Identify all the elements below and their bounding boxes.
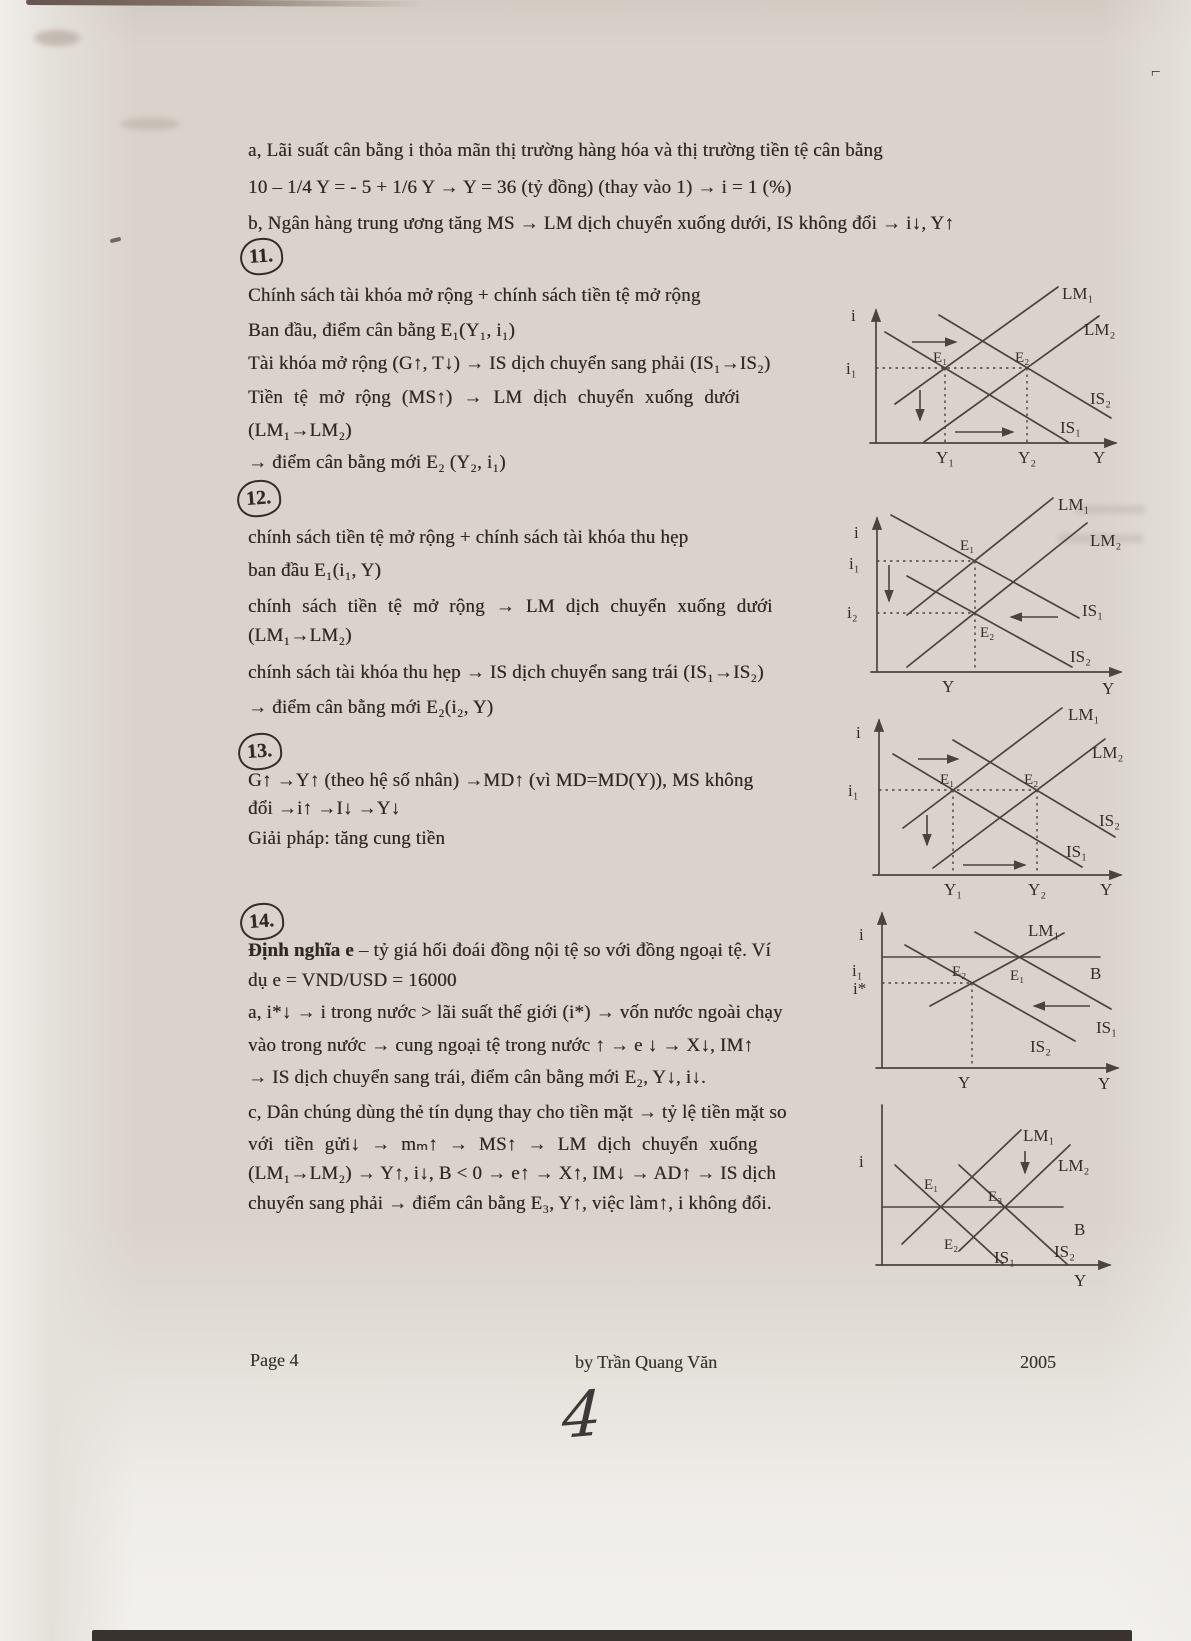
label-e2: E₂ bbox=[1015, 350, 1030, 366]
section-11-number-badge: 11. bbox=[239, 237, 284, 277]
label-is2: IS₂ bbox=[1090, 389, 1112, 408]
label-i-star: i* bbox=[853, 979, 867, 998]
islm-diagram-13 bbox=[806, 692, 1176, 907]
curve-lm1 bbox=[903, 708, 1062, 828]
label-i: i bbox=[851, 306, 856, 325]
section-11-line: Chính sách tài khóa mở rộng + chính sách tiền tệ mở rộng bbox=[248, 285, 701, 306]
label-i: i bbox=[856, 723, 861, 742]
section-14-line: (LM₁→LM₂) → Y↑, i↓, B < 0 → e↑ → X↑, IM↓ → AD↑ → IS dịch bbox=[248, 1163, 776, 1184]
label-bp: B bbox=[1074, 1220, 1086, 1239]
page-number-label: Page 4 bbox=[250, 1350, 299, 1370]
label-y-mid: Y bbox=[958, 1073, 971, 1092]
section-11-line: → điểm cân bằng mới E₂ (Y₂, i₁) bbox=[248, 452, 506, 473]
section-11-line: Tài khóa mở rộng (G↑, T↓) → IS dịch chuyển sang phải (IS₁→IS₂) bbox=[248, 353, 771, 374]
label-lm1: LM₁ bbox=[1058, 495, 1090, 514]
label-y2: Y₂ bbox=[1018, 448, 1037, 467]
label-y-axis-end: Y bbox=[1098, 1074, 1111, 1093]
label-y2: Y₂ bbox=[1028, 880, 1047, 899]
label-is1: IS₁ bbox=[994, 1248, 1016, 1267]
section-12-line: ban đầu E₁(i₁, Y) bbox=[248, 560, 382, 581]
label-y-axis-end: Y bbox=[1093, 448, 1106, 467]
label-i2: i₂ bbox=[847, 603, 858, 622]
section-13-line: đổi →i↑ →I↓ →Y↓ bbox=[248, 798, 401, 819]
label-lm1: LM₁ bbox=[1028, 921, 1060, 940]
label-is2: IS₂ bbox=[1070, 647, 1092, 666]
section-14-line: dụ e = VND/USD = 16000 bbox=[248, 970, 457, 991]
section-14-line: a, i*↓ → i trong nước > lãi suất thế giới (i*) → vốn nước ngoài chạy bbox=[248, 1002, 783, 1023]
label-is2: IS₂ bbox=[1099, 811, 1121, 830]
label-lm2: LM₂ bbox=[1092, 743, 1124, 762]
curve-lm2 bbox=[907, 523, 1087, 667]
section-14-number-badge: 14. bbox=[239, 902, 285, 942]
curve-lm2 bbox=[959, 1145, 1070, 1251]
scan-smudge bbox=[120, 118, 180, 130]
section-13-line: Giải pháp: tăng cung tiền bbox=[248, 828, 446, 849]
section-12-number-badge: 12. bbox=[236, 479, 282, 519]
handwritten-page-number: 4 bbox=[560, 1376, 603, 1453]
curve-is1 bbox=[885, 332, 1068, 442]
curve-is2 bbox=[907, 576, 1072, 667]
label-e2: E₂ bbox=[944, 1237, 959, 1253]
label-e1: E₁ bbox=[1010, 968, 1025, 984]
label-lm1: LM₁ bbox=[1023, 1126, 1055, 1145]
scan-speck bbox=[110, 237, 122, 243]
label-y-axis-end: Y bbox=[1102, 679, 1115, 698]
scan-edge-artifact bbox=[26, 0, 426, 7]
year-label: 2005 bbox=[1020, 1352, 1056, 1372]
scan-smudge bbox=[34, 30, 80, 46]
label-is1: IS₁ bbox=[1082, 601, 1104, 620]
label-i1: i₁ bbox=[848, 781, 859, 800]
scan-bottom-edge bbox=[92, 1630, 1132, 1641]
label-e3: E₃ bbox=[988, 1189, 1003, 1205]
label-e1: E₁ bbox=[924, 1177, 939, 1193]
label-i: i bbox=[859, 1152, 864, 1171]
label-is2: IS₂ bbox=[1054, 1242, 1076, 1261]
label-e1: E₁ bbox=[933, 350, 948, 366]
label-lm1: LM₁ bbox=[1062, 284, 1094, 303]
label-y-mid: Y bbox=[942, 677, 955, 696]
label-is1: IS₁ bbox=[1066, 842, 1088, 861]
label-i1: i₁ bbox=[849, 554, 860, 573]
section-14-line: vào trong nước → cung ngoại tệ trong nước ↑ → e ↓ → X↓, IM↑ bbox=[248, 1035, 754, 1056]
curve-is1 bbox=[893, 754, 1082, 867]
section-14-line: với tiền gửi↓ → mₘ↑ → MS↑ → LM dịch chuyển xuống bbox=[248, 1134, 758, 1155]
label-e2: E₂ bbox=[1024, 772, 1039, 788]
section-14-line: chuyển sang phải → điểm cân bằng E₃, Y↑, việc làm↑, i không đổi. bbox=[248, 1193, 772, 1214]
term-definition-rest: – tỷ giá hối đoái đồng nội tệ so với đồng ngoại tệ. Ví bbox=[358, 940, 771, 961]
section-12-line: chính sách tiền tệ mở rộng → LM dịch chuyển xuống dưới bbox=[248, 596, 773, 617]
label-y1: Y₁ bbox=[936, 448, 955, 467]
intro-line-a: a, Lãi suất cân bằng i thỏa mãn thị trường hàng hóa và thị trường tiền tệ cân bằng bbox=[248, 140, 883, 161]
label-i1: i₁ bbox=[852, 961, 863, 980]
term-definition: Định nghĩa e bbox=[248, 940, 354, 961]
label-y1: Y₁ bbox=[944, 880, 963, 899]
label-e2: E₂ bbox=[952, 964, 967, 980]
label-is1: IS₁ bbox=[1060, 418, 1082, 437]
section-12-line: (LM₁→LM₂) bbox=[248, 625, 352, 646]
label-i: i bbox=[859, 925, 864, 944]
islm-diagram-12 bbox=[806, 488, 1176, 700]
intro-line-equation: 10 – 1/4 Y = - 5 + 1/6 Y → Y = 36 (tỷ đồng) (thay vào 1) → i = 1 (%) bbox=[248, 177, 792, 198]
curve-lm1 bbox=[907, 498, 1053, 615]
label-y-axis-end: Y bbox=[1100, 880, 1113, 899]
corner-crop-mark: ⌐ bbox=[1151, 61, 1161, 82]
intro-line-b: b, Ngân hàng trung ương tăng MS → LM dịch chuyển xuống dưới, IS không đổi → i↓, Y↑ bbox=[248, 213, 955, 234]
section-14-line: c, Dân chúng dùng thẻ tín dụng thay cho tiền mặt → tỷ lệ tiền mặt so bbox=[248, 1102, 787, 1123]
islm-bp-diagram-14 bbox=[806, 878, 1176, 1093]
label-lm2: LM₂ bbox=[1090, 531, 1122, 550]
section-11-line: (LM₁→LM₂) bbox=[248, 420, 352, 441]
label-i1: i₁ bbox=[846, 359, 857, 378]
curve-is1 bbox=[891, 515, 1079, 618]
curve-is2 bbox=[953, 740, 1115, 837]
label-e1: E₁ bbox=[940, 772, 955, 788]
label-lm1: LM₁ bbox=[1068, 705, 1100, 724]
islm-diagram-11 bbox=[806, 283, 1176, 478]
label-i: i bbox=[854, 523, 859, 542]
section-13-line: G↑ →Y↑ (theo hệ số nhân) →MD↑ (vì MD=MD(Y)), MS không bbox=[248, 770, 754, 791]
label-y-axis-end: Y bbox=[1074, 1271, 1087, 1290]
section-14-line: → IS dịch chuyển sang trái, điểm cân bằng mới E₂, Y↓, i↓. bbox=[248, 1067, 706, 1088]
section-13-number-badge: 13. bbox=[237, 732, 283, 772]
author-credit: by Trần Quang Văn bbox=[575, 1352, 718, 1372]
label-is2: IS₂ bbox=[1030, 1037, 1052, 1056]
curve-is2 bbox=[905, 945, 1075, 1041]
label-is1: IS₁ bbox=[1096, 1018, 1118, 1037]
section-12-line: chính sách tiền tệ mở rộng + chính sách tài khóa thu hẹp bbox=[248, 527, 689, 548]
islm-bp-diagram-14c bbox=[818, 1083, 1148, 1298]
section-11-line: Tiền tệ mở rộng (MS↑) → LM dịch chuyển xuống dưới bbox=[248, 387, 741, 408]
label-e2: E₂ bbox=[980, 625, 995, 641]
section-11-line: Ban đầu, điểm cân bằng E₁(Y₁, i₁) bbox=[248, 320, 516, 341]
section-12-line: → điểm cân bằng mới E₂(i₂, Y) bbox=[248, 697, 494, 718]
section-12-line: chính sách tài khóa thu hẹp → IS dịch chuyển sang trái (IS₁→IS₂) bbox=[248, 662, 764, 683]
section-14-line bbox=[248, 940, 771, 962]
label-e1: E₁ bbox=[960, 538, 975, 554]
label-lm2: LM₂ bbox=[1084, 320, 1116, 339]
label-bp: B bbox=[1090, 964, 1102, 983]
label-lm2: LM₂ bbox=[1058, 1156, 1090, 1175]
